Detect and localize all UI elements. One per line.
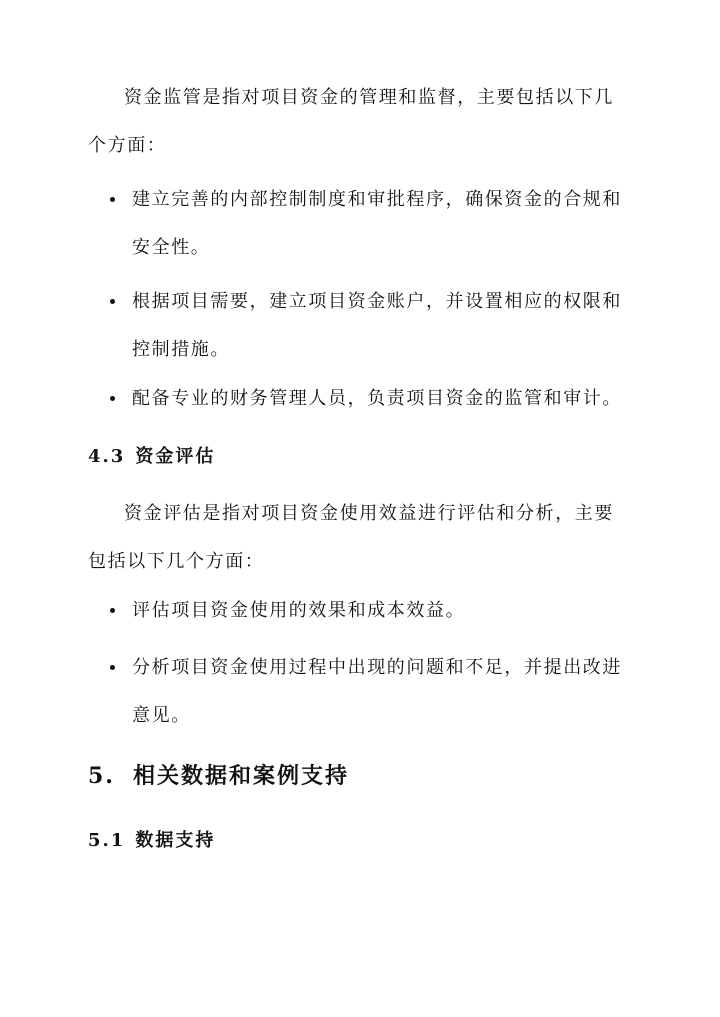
section-number: 4.3 — [88, 446, 126, 467]
list-item-text: 根据项目需要，建立项目资金账户，并设置相应的权限和控制措施。 — [132, 291, 622, 360]
bullet-icon — [110, 396, 115, 401]
section-title: 相关数据和案例支持 — [132, 763, 349, 789]
evaluation-intro-paragraph: 资金评估是指对项目资金使用效益进行评估和分析，主要包括以下几个方面： — [88, 503, 614, 572]
list-item-text: 分析项目资金使用过程中出现的问题和不足，并提出改进意见。 — [132, 657, 622, 726]
bullet-icon — [110, 197, 115, 202]
supervision-intro-paragraph: 资金监管是指对项目资金的管理和监督，主要包括以下几个方面： — [88, 87, 614, 156]
section-heading-5-1 — [88, 826, 215, 852]
section-heading-5 — [88, 759, 349, 790]
list-item-text: 评估项目资金使用的效果和成本效益。 — [132, 600, 466, 621]
section-title: 数据支持 — [135, 830, 216, 851]
list-item — [132, 375, 627, 423]
bullet-icon — [110, 299, 115, 304]
list-item — [132, 587, 627, 635]
bullet-icon — [110, 608, 115, 613]
bullet-icon — [110, 665, 115, 670]
list-item — [132, 278, 627, 374]
section-number: 5. — [88, 763, 115, 789]
list-item-text: 建立完善的内部控制制度和审批程序，确保资金的合规和安全性。 — [132, 189, 622, 258]
list-item — [132, 644, 627, 740]
section-number: 5.1 — [88, 830, 126, 851]
section-heading-4-3 — [88, 442, 215, 468]
list-item — [132, 176, 627, 272]
section-title: 资金评估 — [135, 446, 216, 467]
list-item-text: 配备专业的财务管理人员，负责项目资金的监管和审计。 — [132, 388, 622, 409]
